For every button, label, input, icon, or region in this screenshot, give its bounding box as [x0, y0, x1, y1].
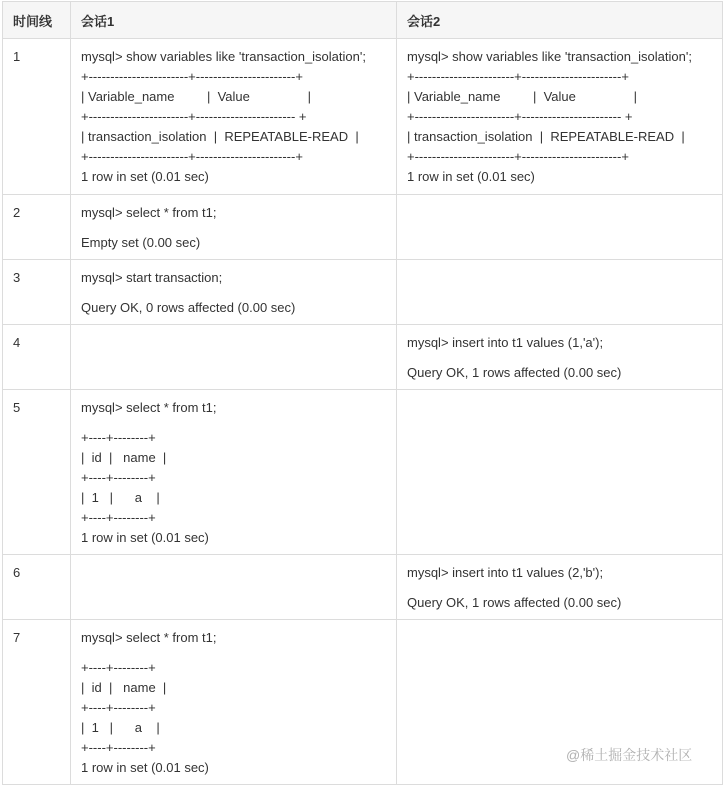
console-line: Empty set (0.00 sec) [81, 235, 201, 250]
console-line: | Variable_name | Value | [407, 89, 638, 104]
console-line: +-----------------------+----------------------- + [407, 109, 633, 124]
console-line: +----+--------+ [81, 510, 156, 525]
console-line: +-----------------------+-----------------------+ [81, 69, 303, 84]
header-row [3, 2, 723, 39]
console-line: | id | name | [81, 450, 167, 465]
console-line [407, 583, 722, 593]
console-line: 1 row in set (0.01 sec) [407, 169, 535, 184]
console-line: mysql> select * from t1; [81, 630, 217, 645]
console-line: | transaction_isolation | REPEATABLE-READ | [407, 129, 685, 144]
console-line: mysql> select * from t1; [81, 400, 217, 415]
timeline-cell: 5 [3, 390, 71, 555]
session2-cell [397, 195, 723, 260]
timeline-cell: 4 [3, 325, 71, 390]
console-line: mysql> insert into t1 values (2,'b'); [407, 565, 604, 580]
header-session2: 会话2 [397, 2, 723, 39]
session2-cell [397, 260, 723, 325]
session1-cell [71, 39, 397, 195]
table-row [3, 325, 723, 390]
console-line: | transaction_isolation | REPEATABLE-READ | [81, 129, 359, 144]
table-row [3, 260, 723, 325]
console-line: mysql> show variables like 'transaction_isolation'; [407, 49, 692, 64]
timeline-cell: 6 [3, 555, 71, 620]
session1-cell [71, 260, 397, 325]
table-row [3, 390, 723, 555]
console-line: +-----------------------+-----------------------+ [407, 149, 629, 164]
console-line: Query OK, 0 rows affected (0.00 sec) [81, 300, 296, 315]
console-line [81, 648, 396, 658]
header-session1: 会话1 [71, 2, 397, 39]
timeline-cell: 7 [3, 620, 71, 785]
console-line: +----+--------+ [81, 700, 156, 715]
console-line: mysql> show variables like 'transaction_isolation'; [81, 49, 366, 64]
console-line: 1 row in set (0.01 sec) [81, 169, 209, 184]
console-line: | 1 | a | [81, 720, 160, 735]
session1-cell [71, 390, 397, 555]
console-line: +----+--------+ [81, 740, 156, 755]
console-line: | 1 | a | [81, 490, 160, 505]
console-line: mysql> insert into t1 values (1,'a'); [407, 335, 604, 350]
console-line: 1 row in set (0.01 sec) [81, 760, 209, 775]
session1-cell [71, 195, 397, 260]
header-timeline: 时间线 [3, 2, 71, 39]
console-line [81, 418, 396, 428]
console-line: +-----------------------+----------------------- + [81, 109, 307, 124]
console-line: +-----------------------+-----------------------+ [81, 149, 303, 164]
console-line: | Variable_name | Value | [81, 89, 312, 104]
console-line: | id | name | [81, 680, 167, 695]
console-line: +----+--------+ [81, 660, 156, 675]
table-row [3, 39, 723, 195]
timeline-cell: 1 [3, 39, 71, 195]
console-line: +-----------------------+-----------------------+ [407, 69, 629, 84]
timeline-cell: 2 [3, 195, 71, 260]
session2-cell [397, 555, 723, 620]
table-row [3, 195, 723, 260]
console-line: +----+--------+ [81, 430, 156, 445]
session1-cell [71, 555, 397, 620]
session2-cell [397, 39, 723, 195]
console-line: 1 row in set (0.01 sec) [81, 530, 209, 545]
console-line: mysql> select * from t1; [81, 205, 217, 220]
console-line [81, 288, 396, 298]
session1-cell [71, 620, 397, 785]
watermark: @稀土掘金技术社区 [566, 747, 693, 763]
console-line [81, 223, 396, 233]
session-timeline-table [2, 1, 723, 785]
table-row [3, 555, 723, 620]
session2-cell [397, 325, 723, 390]
console-line: mysql> start transaction; [81, 270, 223, 285]
session1-cell [71, 325, 397, 390]
console-line [407, 353, 722, 363]
console-line: Query OK, 1 rows affected (0.00 sec) [407, 595, 622, 610]
timeline-cell: 3 [3, 260, 71, 325]
console-line: +----+--------+ [81, 470, 156, 485]
console-line: Query OK, 1 rows affected (0.00 sec) [407, 365, 622, 380]
session2-cell [397, 390, 723, 555]
